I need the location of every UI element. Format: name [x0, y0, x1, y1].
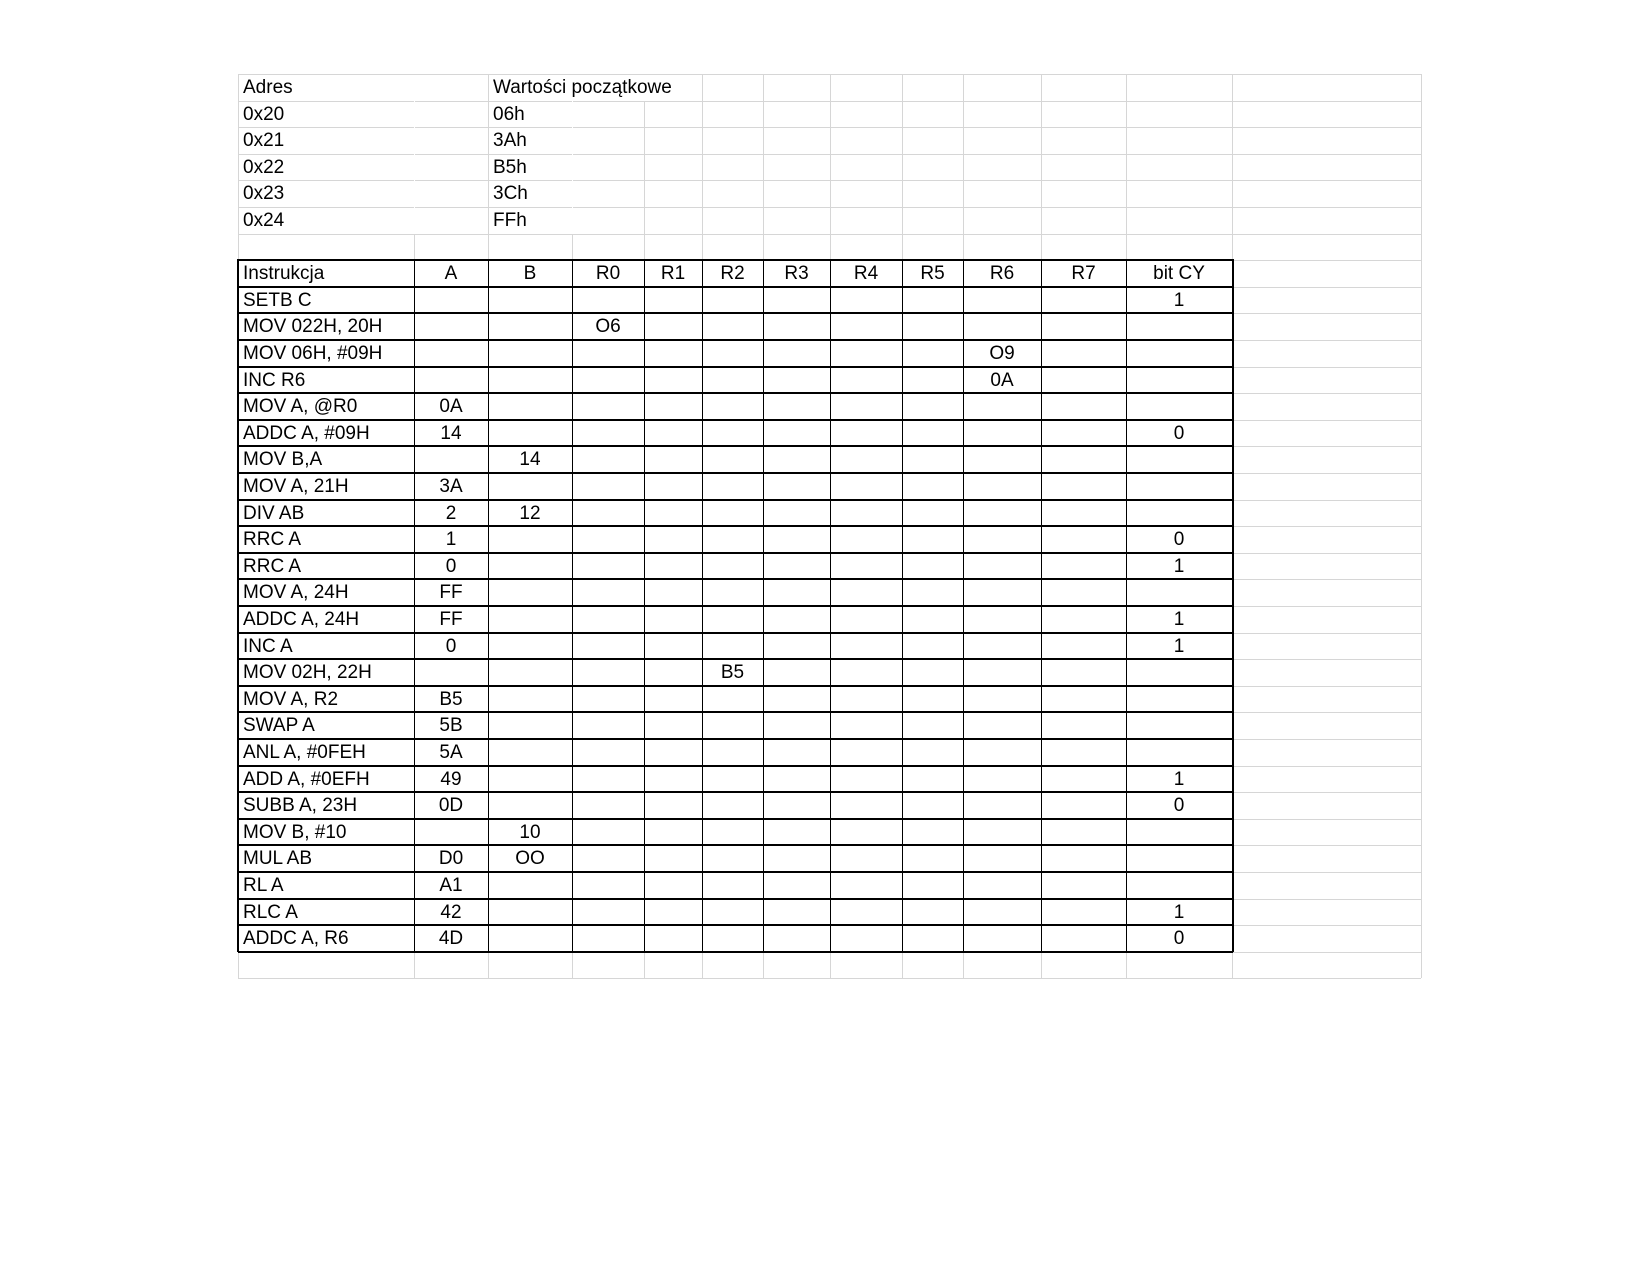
register-value-cell: 1 — [1173, 902, 1185, 923]
instruction-cell: ADDC A, 24H — [243, 609, 360, 630]
instruction-cell: MOV A, R2 — [243, 689, 339, 710]
register-value-cell: OO — [515, 848, 545, 869]
register-value-cell: 0A — [990, 370, 1014, 391]
table-border-vertical — [702, 259, 703, 952]
header-r4: R4 — [853, 263, 879, 284]
register-value-cell: O6 — [595, 316, 621, 337]
register-value-cell: 0D — [438, 795, 464, 816]
instruction-cell: DIV AB — [243, 503, 305, 524]
register-value-cell: O9 — [989, 343, 1015, 364]
address-cell: 0x21 — [243, 130, 285, 151]
instruction-cell: ADDC A, R6 — [243, 928, 349, 949]
initial-value-cell: 3Ah — [493, 130, 527, 151]
instruction-cell: MOV 022H, 20H — [243, 316, 383, 337]
register-value-cell: 5B — [439, 715, 463, 736]
header-r1: R1 — [660, 263, 686, 284]
register-value-cell: FF — [439, 582, 463, 603]
register-value-cell: 0A — [439, 396, 463, 417]
instruction-cell: INC A — [243, 636, 293, 657]
header-bit-cy: bit CY — [1153, 263, 1205, 284]
register-value-cell: 42 — [440, 902, 462, 923]
initial-value-cell: 3Ch — [493, 183, 528, 204]
register-value-cell: B5 — [439, 689, 463, 710]
instruction-cell: INC R6 — [243, 370, 306, 391]
register-value-cell: 3A — [439, 476, 463, 497]
initial-value-cell: 06h — [493, 104, 525, 125]
register-value-cell: 1 — [1173, 769, 1185, 790]
table-border-vertical — [830, 259, 831, 952]
register-value-cell: 0 — [1173, 795, 1185, 816]
instruction-cell: MOV A, @R0 — [243, 396, 358, 417]
address-cell: 0x24 — [243, 210, 285, 231]
register-value-cell: D0 — [438, 848, 464, 869]
header-initial-values: Wartości początkowe — [493, 77, 672, 98]
header-r3: R3 — [784, 263, 809, 284]
header-instrukcja: Instrukcja — [243, 263, 325, 284]
header-r6: R6 — [989, 263, 1015, 284]
table-border-vertical — [644, 259, 645, 952]
register-value-cell: 10 — [519, 822, 541, 843]
header-r0: R0 — [595, 263, 621, 284]
instruction-cell: ADD A, #0EFH — [243, 769, 370, 790]
instruction-cell: MOV A, 21H — [243, 476, 349, 497]
header-r7: R7 — [1071, 263, 1096, 284]
table-border-vertical — [763, 259, 764, 952]
register-value-cell: 1 — [1173, 636, 1185, 657]
gridline-vertical — [1421, 74, 1422, 978]
instruction-cell: MOV 06H, #09H — [243, 343, 383, 364]
instruction-cell: RL A — [243, 875, 284, 896]
register-value-cell: 14 — [519, 449, 541, 470]
register-value-cell: A1 — [439, 875, 463, 896]
address-cell: 0x22 — [243, 157, 285, 178]
register-value-cell: 1 — [445, 529, 457, 550]
gridline-horizontal — [238, 978, 1421, 979]
register-value-cell: 12 — [519, 503, 541, 524]
instruction-cell: SWAP A — [243, 715, 315, 736]
register-value-cell: 5A — [439, 742, 463, 763]
register-value-cell: 0 — [445, 556, 457, 577]
header-r5: R5 — [920, 263, 945, 284]
table-border-vertical — [1041, 259, 1042, 952]
register-value-cell: FF — [439, 609, 463, 630]
table-border-vertical — [1232, 259, 1234, 952]
instruction-cell: SETB C — [243, 290, 312, 311]
instruction-cell: MUL AB — [243, 848, 312, 869]
register-value-cell: 14 — [440, 423, 462, 444]
instruction-cell: MOV B,A — [243, 449, 323, 470]
register-value-cell: 0 — [1173, 928, 1185, 949]
instruction-cell: ANL A, #0FEH — [243, 742, 366, 763]
register-value-cell: 2 — [445, 503, 457, 524]
address-cell: 0x23 — [243, 183, 285, 204]
register-value-cell: 1 — [1173, 609, 1185, 630]
instruction-cell: RLC A — [243, 902, 298, 923]
header-a: A — [444, 263, 458, 284]
register-value-cell: B5 — [720, 662, 745, 683]
header-adres: Adres — [243, 77, 293, 98]
register-value-cell: 1 — [1173, 290, 1185, 311]
table-border-vertical — [572, 259, 573, 952]
instruction-cell: SUBB A, 23H — [243, 795, 358, 816]
register-value-cell: 49 — [440, 769, 462, 790]
register-value-cell: 4D — [438, 928, 464, 949]
instruction-cell: MOV A, 24H — [243, 582, 349, 603]
header-r2: R2 — [720, 263, 745, 284]
register-value-cell: 0 — [1173, 423, 1185, 444]
register-value-cell: 0 — [1173, 529, 1185, 550]
table-border-vertical — [902, 259, 903, 952]
instruction-cell: MOV 02H, 22H — [243, 662, 372, 683]
instruction-cell: ADDC A, #09H — [243, 423, 370, 444]
initial-value-cell: B5h — [493, 157, 527, 178]
instruction-cell: RRC A — [243, 556, 302, 577]
register-value-cell: 1 — [1173, 556, 1185, 577]
table-border-horizontal — [238, 951, 1233, 953]
instruction-cell: MOV B, #10 — [243, 822, 347, 843]
initial-value-cell: FFh — [493, 210, 527, 231]
register-value-cell: 0 — [445, 636, 457, 657]
header-b: B — [523, 263, 537, 284]
instruction-cell: RRC A — [243, 529, 302, 550]
address-cell: 0x20 — [243, 104, 285, 125]
